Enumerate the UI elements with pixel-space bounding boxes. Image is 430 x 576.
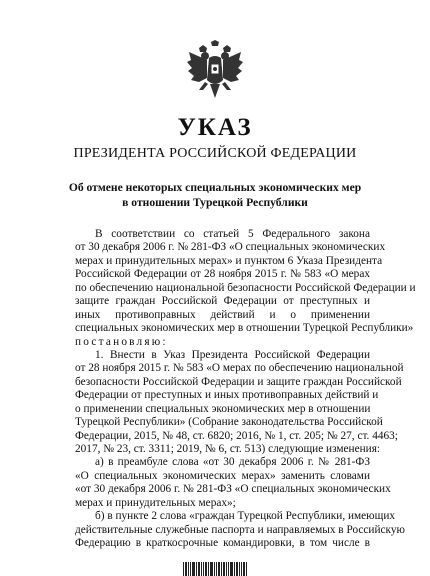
body-line: Федерацию в краткосрочные командировки, в том числе в <box>75 537 370 550</box>
coat-of-arms-emblem <box>185 40 245 106</box>
body-line: мерах и принудительных мерах»; <box>75 496 236 509</box>
body-line: 2017, № 23, ст. 3311; 2019, № 6, ст. 513) следующие изменения: <box>75 443 381 455</box>
body-line: от 30 декабря 2006 г. № 281-ФЗ «О специальных экономических <box>75 241 386 254</box>
body-line: специальных экономических мер в отношении Турецкой Республики» <box>75 322 414 335</box>
body-line: б) в пункте 2 слова «граждан Турецкой Республики, имеющих <box>95 510 396 523</box>
body-line: Турецкой Республики» (Собрание законодательства Российской <box>75 416 383 429</box>
body-line: безопасности Российской Федерации и защите граждан Российской <box>75 375 402 388</box>
body-line: защите граждан Российской Федерации от преступных и <box>75 295 370 308</box>
document-subtitle: ПРЕЗИДЕНТА РОССИЙСКОЙ ФЕДЕРАЦИИ <box>73 146 357 161</box>
heading-line: в отношении Турецкой Республики <box>122 196 308 209</box>
body-line: действительные служебные паспорта и направляемых в Российскую <box>75 523 405 536</box>
document-title: УКАЗ <box>177 114 253 141</box>
body-line: иных противоправных действий и о применении <box>75 308 370 321</box>
heading-line: Об отмене некоторых специальных экономических мер <box>68 181 362 194</box>
body-line: а) в преамбуле слова «от 30 декабря 2006 г. № 281-ФЗ <box>95 456 370 469</box>
body-line: о применении специальных экономических мер в отношении <box>75 402 371 415</box>
body-line: от 28 ноября 2015 г. № 583 «О мерах по обеспечению национальной <box>75 362 404 375</box>
body-line: Российской Федерации от 28 ноября 2015 г. № 583 «О мерах <box>75 268 370 281</box>
body-line: В соответствии со статьей 5 Федерального закона <box>95 228 370 240</box>
decree-body <box>75 228 416 551</box>
body-line: по обеспечению национальной безопасности Российской Федерации и <box>75 281 416 294</box>
body-line: Федерации, 2015, № 48, ст. 6820; 2016, № 1, ст. 205; № 27, ст. 4463; <box>75 429 398 442</box>
body-line: «от 30 декабря 2006 г. № 281-ФЗ «О специальных экономических <box>75 483 391 496</box>
body-line: 1. Внести в Указ Президента Российской Федерации <box>95 348 370 361</box>
body-line: «О специальных экономических мерах» заменить словами <box>75 469 370 482</box>
body-line: мерах и принудительных мерах» и пунктом 6 Указа Президента <box>75 254 383 267</box>
body-line: Федерации от преступных и иных противоправных действий и <box>75 389 379 402</box>
body-line: постановляю: <box>75 335 168 348</box>
decree-heading <box>60 180 370 210</box>
barcode-image <box>183 562 247 576</box>
